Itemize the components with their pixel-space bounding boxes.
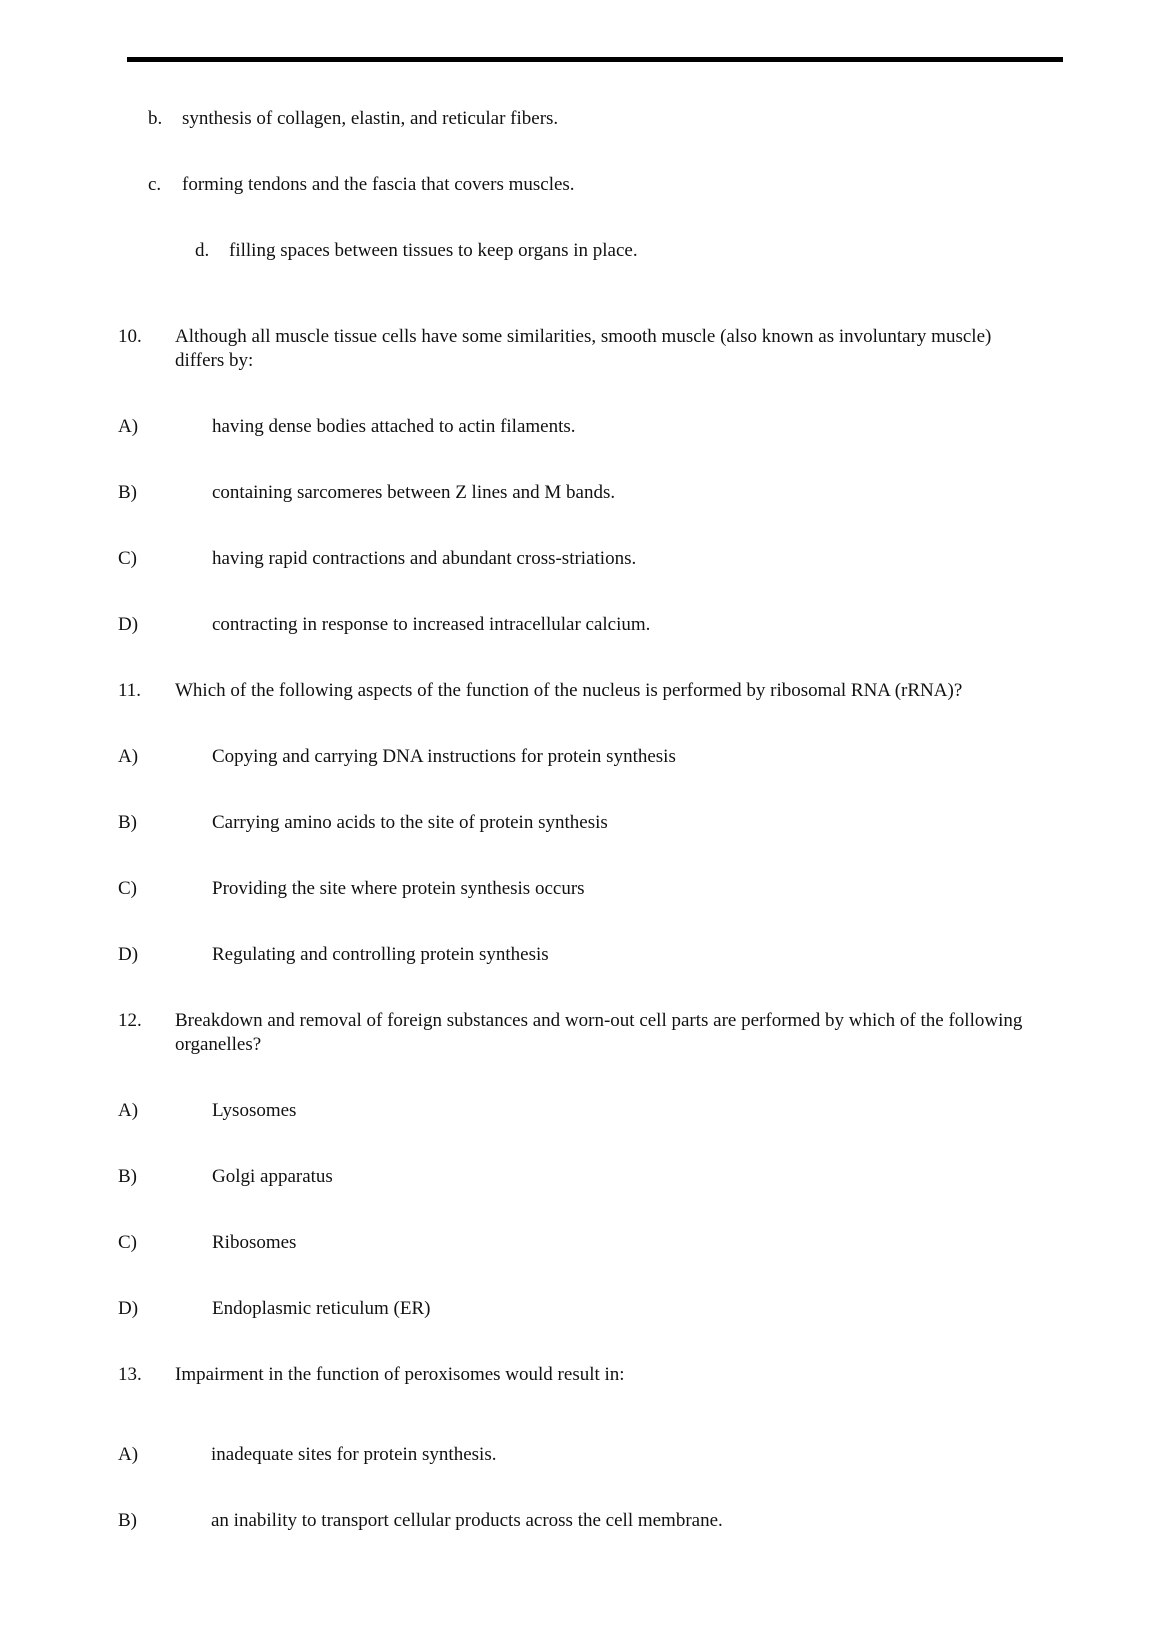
option-text: filling spaces between tissues to keep organs in place. <box>229 240 638 261</box>
option-letter: A) <box>118 1444 139 1465</box>
option-letter: D) <box>118 944 139 965</box>
option-letter: B) <box>118 482 137 503</box>
question-number: 12. <box>118 1010 142 1031</box>
option-text: Providing the site where protein synthesis occurs <box>212 878 585 899</box>
option-text: containing sarcomeres between Z lines and M bands. <box>212 482 616 503</box>
option-letter: C) <box>118 878 137 899</box>
option-letter: A) <box>118 1100 139 1121</box>
option-letter: A) <box>118 416 139 437</box>
option-letter: B) <box>118 1166 137 1187</box>
question-text: Which of the following aspects of the function of the nucleus is performed by ribosomal RNA (rRNA)? <box>175 680 963 701</box>
question-text: Breakdown and removal of foreign substances and worn-out cell parts are performed by which of the following organelles? <box>175 1010 1023 1055</box>
option-letter: c. <box>148 174 162 195</box>
option-letter: D) <box>118 614 139 635</box>
option-text: Regulating and controlling protein synthesis <box>212 944 549 965</box>
question-text: Although all muscle tissue cells have some similarities, smooth muscle (also known as involuntary muscle) differs by: <box>175 326 992 371</box>
option-text: Copying and carrying DNA instructions for protein synthesis <box>212 746 676 767</box>
option-text: Ribosomes <box>212 1232 297 1253</box>
top-rule <box>127 57 1063 62</box>
option-letter: d. <box>195 240 210 261</box>
option-text: Lysosomes <box>212 1100 297 1121</box>
option-text: Carrying amino acids to the site of protein synthesis <box>212 812 608 833</box>
option-text: synthesis of collagen, elastin, and reticular fibers. <box>182 108 559 129</box>
option-text: Endoplasmic reticulum (ER) <box>212 1298 431 1319</box>
question-text: Impairment in the function of peroxisomes would result in: <box>175 1364 625 1385</box>
option-text: inadequate sites for protein synthesis. <box>211 1444 497 1465</box>
option-text: an inability to transport cellular products across the cell membrane. <box>211 1510 723 1531</box>
option-letter: D) <box>118 1298 139 1319</box>
option-text: contracting in response to increased intracellular calcium. <box>212 614 651 635</box>
question-number: 11. <box>118 680 142 701</box>
question-number: 13. <box>118 1364 142 1385</box>
option-text: forming tendons and the fascia that covers muscles. <box>182 174 575 195</box>
option-text: having rapid contractions and abundant cross-striations. <box>212 548 637 569</box>
option-letter: b. <box>148 108 163 129</box>
option-letter: C) <box>118 1232 137 1253</box>
option-letter: A) <box>118 746 139 767</box>
option-letter: B) <box>118 1510 137 1531</box>
option-text: Golgi apparatus <box>212 1166 333 1187</box>
option-letter: C) <box>118 548 137 569</box>
question-number: 10. <box>118 326 142 347</box>
option-letter: B) <box>118 812 137 833</box>
option-text: having dense bodies attached to actin filaments. <box>212 416 576 437</box>
